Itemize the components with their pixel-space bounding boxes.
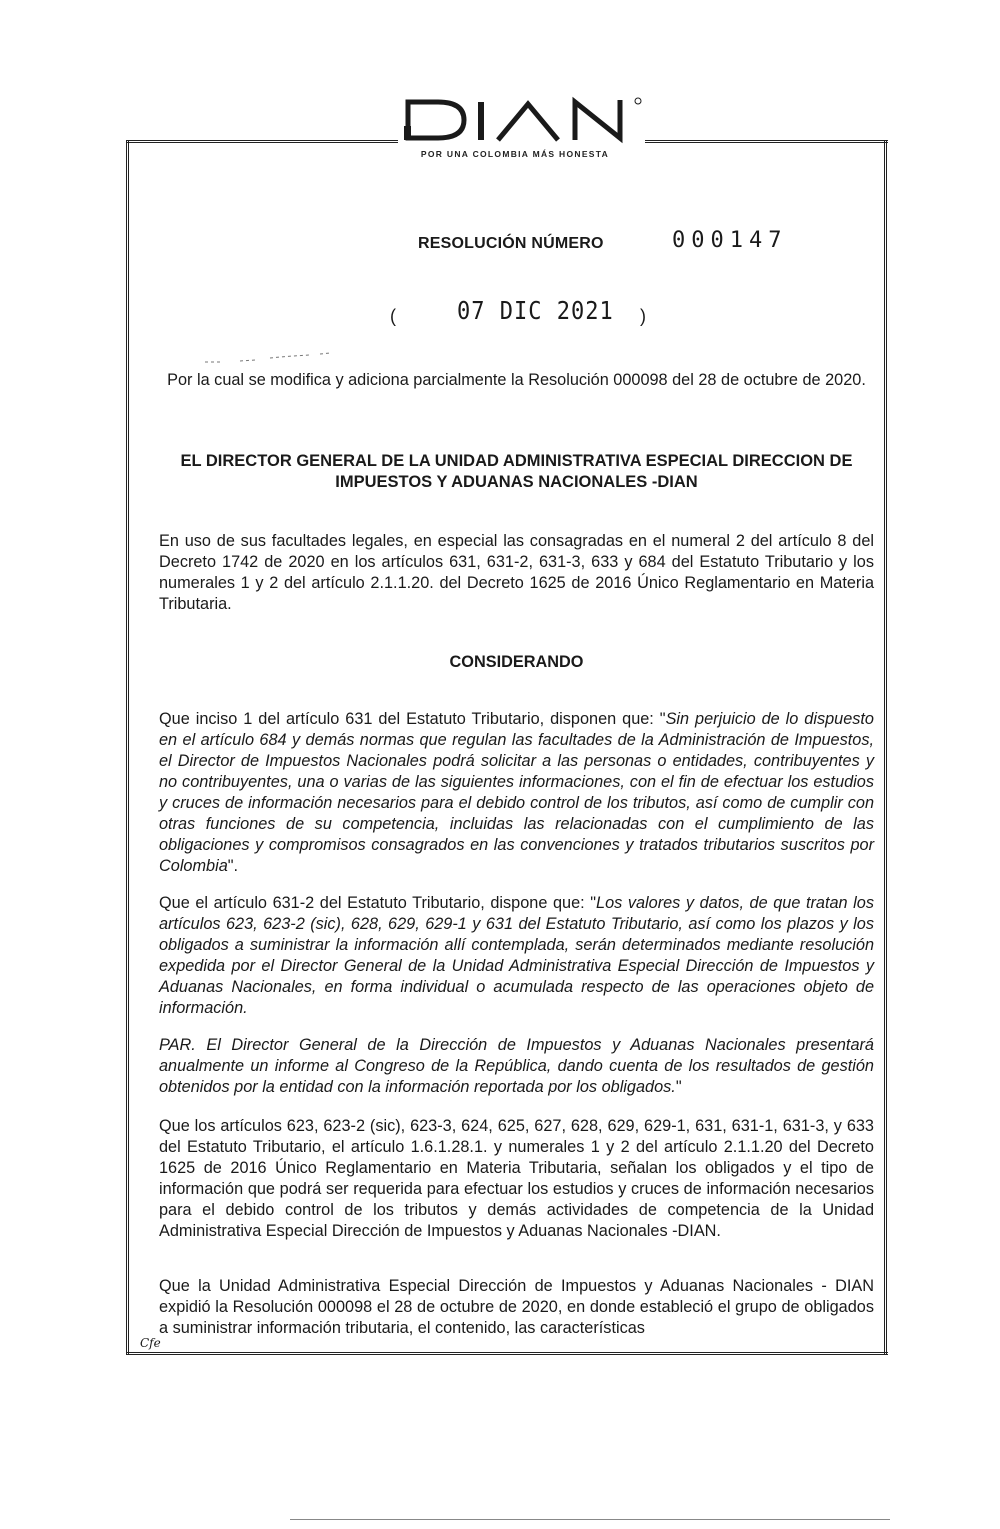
resolution-number: 000147 [672,228,788,253]
paragraph-par [159,1035,874,1098]
dian-logo [380,96,650,144]
paragraph-article-631 [159,709,874,877]
p1-quote: Sin perjuicio de lo dispuesto en el artículo 684 y demás normas que regulan las facultades de la Administración de Impuestos, el Director de Impuestos Nacionales podrá solicitar a las personas o entidades, contribuyentes y no contribuyentes, una o varias de las siguientes informaciones, con el fin de efectuar los estudios y cruces de información necesarios para el debido control de los tributos, así como de cumplir con otras funciones de su competencia, incluidas las relacionadas con el cumplimiento de las obligaciones y compromisos consagrados en las convenciones y tratados tributarios suscritos por Colombia [159,710,874,875]
p2-intro: Que el artículo 631-2 del Estatuto Tributario, dispone que: " [159,894,597,912]
subject-text: Por la cual se modifica y adiciona parcialmente la Resolución 000098 del 28 de octubre de 2020. [167,371,866,389]
date-paren-close: ) [640,306,646,326]
paragraph-article-631-2 [159,893,874,1019]
resolution-label: RESOLUCIÓN NÚMERO [418,235,604,252]
handwritten-initials: Cfe [140,1336,161,1350]
dian-tagline: POR UNA COLOMBIA MÁS HONESTA [420,149,610,159]
dian-logo-mark [380,96,650,144]
frame-left [126,140,129,1355]
frame-bottom [126,1352,888,1355]
director-heading: EL DIRECTOR GENERAL DE LA UNIDAD ADMINISTRATIVA ESPECIAL DIRECCION DE IMPUESTOS Y ADUANAS NACIONALES -DIAN [180,452,853,491]
p1-end: ". [227,857,239,875]
par-end: " [675,1078,682,1096]
considerando-heading: CONSIDERANDO [449,653,584,671]
p2-quote: Los valores y datos, de que tratan los artículos 623, 623-2 (sic), 628, 629, 629-1 y 631 del Estatuto Tributario, así como los plazos y los obligados a suministrar la información allí contemplada, serán determinados mediante resolución expedida por el Director General de la Unidad Administrativa Especial Dirección de Impuestos y Aduanas Nacionales, en forma individual o acumulada respecto de las operaciones objeto de información. [159,894,874,1017]
resolution-date: 07 DIC 2021 [457,297,614,326]
pen-scribble [200,352,340,366]
frame-right [884,140,887,1355]
paragraph-resolution-000098: Que la Unidad Administrativa Especial Dirección de Impuestos y Aduanas Nacionales - DIAN expidió la Resolución 000098 el 28 de octubre de 2020, en donde estableció el grupo de obligados a suministrar información tributaria, el contenido, las características [159,1277,874,1337]
par-quote: PAR. El Director General de la Dirección de Impuestos y Aduanas Nacionales presentará anualmente un informe al Congreso de la República, dando cuenta de los resultados de gestión obtenidos por la entidad con la información reportada por los obligados. [159,1036,874,1096]
paragraph-articles-list: Que los artículos 623, 623-2 (sic), 623-3, 624, 625, 627, 628, 629, 629-1, 631, 631-1, 631-3, y 633 del Estatuto Tributario, el artículo 1.6.1.28.1. y numerales 1 y 2 del artículo 2.1.1.20 del Decreto 1625 de 2016 Único Reglamentario en Materia Tributaria, señalan los obligados y el tipo de información que podrá ser requerida para efectuar los estudios y cruces de información necesarios para el debido control de los tributos y demás actividades de competencia de la Unidad Administrativa Especial Dirección de Impuestos y Aduanas Nacionales -DIAN. [159,1117,874,1240]
p1-intro: Que inciso 1 del artículo 631 del Estatuto Tributario, disponen que: " [159,710,666,728]
footer-rule [290,1519,890,1520]
frame-top-right [645,140,888,143]
legal-basis-paragraph: En uso de sus facultades legales, en especial las consagradas en el numeral 2 del artículo 8 del Decreto 1742 de 2020 en los artículos 631, 631-2, 631-3, 633 y 684 del Estatuto Tributario y los numerales 1 y 2 del artículo 2.1.1.20. del Decreto 1625 de 2016 Único Reglamentario en Materia Tributaria. [159,532,874,613]
date-paren-open: ( [390,306,396,326]
frame-top-left [126,140,398,143]
